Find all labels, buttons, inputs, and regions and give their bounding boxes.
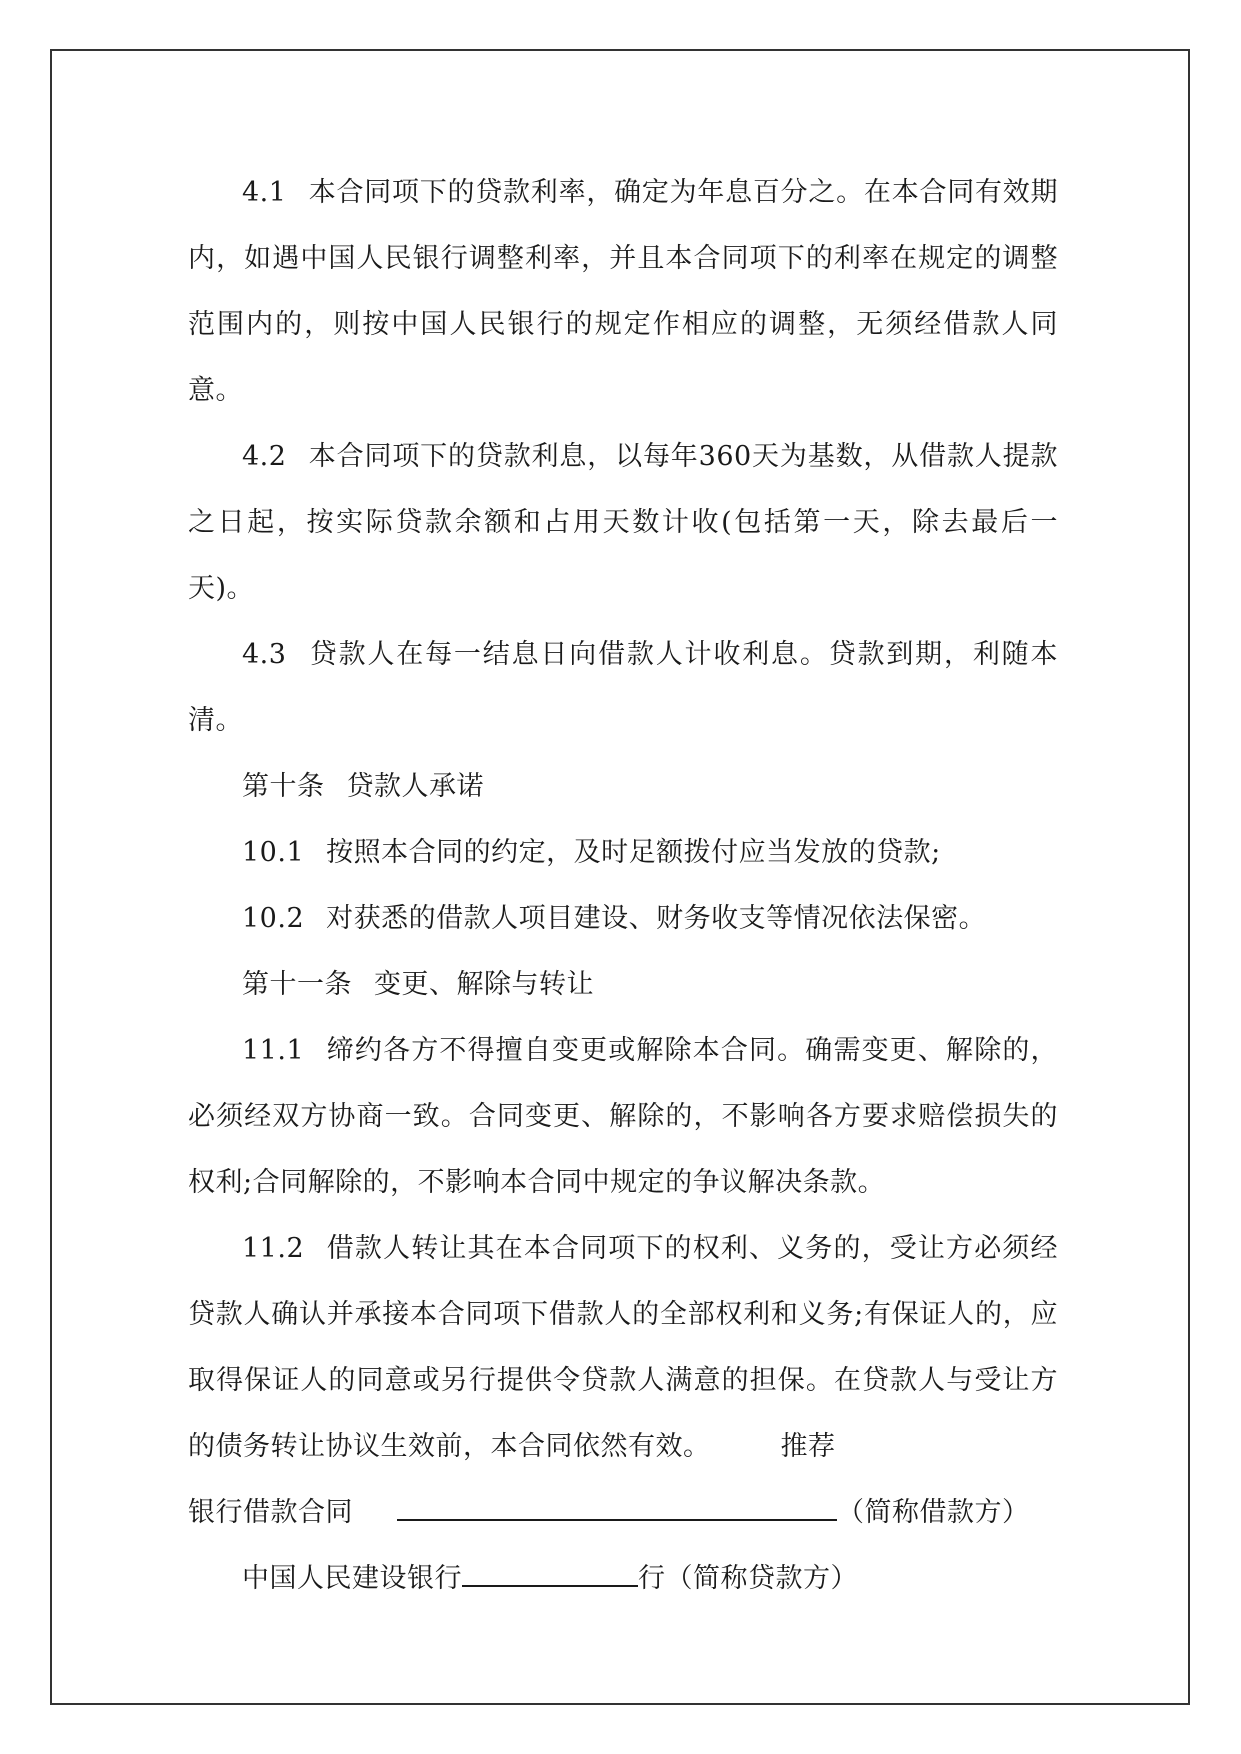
- clause-number: 11.1: [242, 1035, 305, 1066]
- clause-number: 11.2: [242, 1233, 305, 1264]
- recommend-label: 推荐: [780, 1431, 836, 1462]
- clause-number: 10.1: [242, 837, 305, 868]
- clause-10-1: [188, 820, 1058, 886]
- contract-title: 银行借款合同: [188, 1497, 353, 1528]
- clause-4-1: [188, 160, 1058, 424]
- article-10-heading: [188, 754, 1058, 820]
- clause-text: 按照本合同的约定，及时足额拨付应当发放的贷款;: [326, 837, 941, 868]
- clause-10-2: [188, 886, 1058, 952]
- clause-number: 4.3: [242, 639, 287, 670]
- contract-title-line: [188, 1480, 1058, 1546]
- borrower-blank-line: [397, 1495, 837, 1521]
- clause-text: 借款人转让其在本合同项下的权利、义务的，受让方必须经贷款人确认并承接本合同项下借款人的全部权利和义务;有保证人的，应取得保证人的同意或另行提供令贷款人满意的担保。在贷款人与受让方的债务转让协议生效前，本合同依然有效。: [188, 1233, 1058, 1462]
- article-11-heading: [188, 952, 1058, 1018]
- clause-number: 4.2: [242, 441, 287, 472]
- clause-number: 4.1: [242, 177, 287, 208]
- clause-number: 10.2: [242, 903, 305, 934]
- clause-text: 缔约各方不得擅自变更或解除本合同。确需变更、解除的，必须经双方协商一致。合同变更、解除的，不影响各方要求赔偿损失的权利;合同解除的，不影响本合同中规定的争议解决条款。: [188, 1035, 1058, 1198]
- article-number: 第十条: [242, 771, 325, 802]
- clause-text: 本合同项下的贷款利息，以每年360天为基数，从借款人提款之日起，按实际贷款余额和占用天数计收(包括第一天，除去最后一天)。: [188, 441, 1058, 604]
- clause-4-2: [188, 424, 1058, 622]
- article-title: 贷款人承诺: [346, 771, 484, 802]
- lender-prefix: 中国人民建设银行: [242, 1563, 462, 1594]
- article-number: 第十一条: [242, 969, 352, 1000]
- clause-text: 本合同项下的贷款利率，确定为年息百分之。在本合同有效期内，如遇中国人民银行调整利率，并且本合同项下的利率在规定的调整范围内的，则按中国人民银行的规定作相应的调整，无须经借款人同意。: [188, 177, 1058, 406]
- document-body: [188, 160, 1058, 1612]
- borrower-label: （简称借款方）: [837, 1497, 1030, 1528]
- article-title: 变更、解除与转让: [374, 969, 594, 1000]
- clause-text: 贷款人在每一结息日向借款人计收利息。贷款到期，利随本清。: [188, 639, 1058, 736]
- clause-11-2: [188, 1216, 1058, 1480]
- lender-suffix: 行（简称贷款方）: [638, 1563, 858, 1594]
- lender-blank-line: [462, 1561, 638, 1587]
- clause-4-3: [188, 622, 1058, 754]
- clause-11-1: [188, 1018, 1058, 1216]
- clause-text: 对获悉的借款人项目建设、财务收支等情况依法保密。: [326, 903, 987, 934]
- lender-line: [188, 1546, 1058, 1612]
